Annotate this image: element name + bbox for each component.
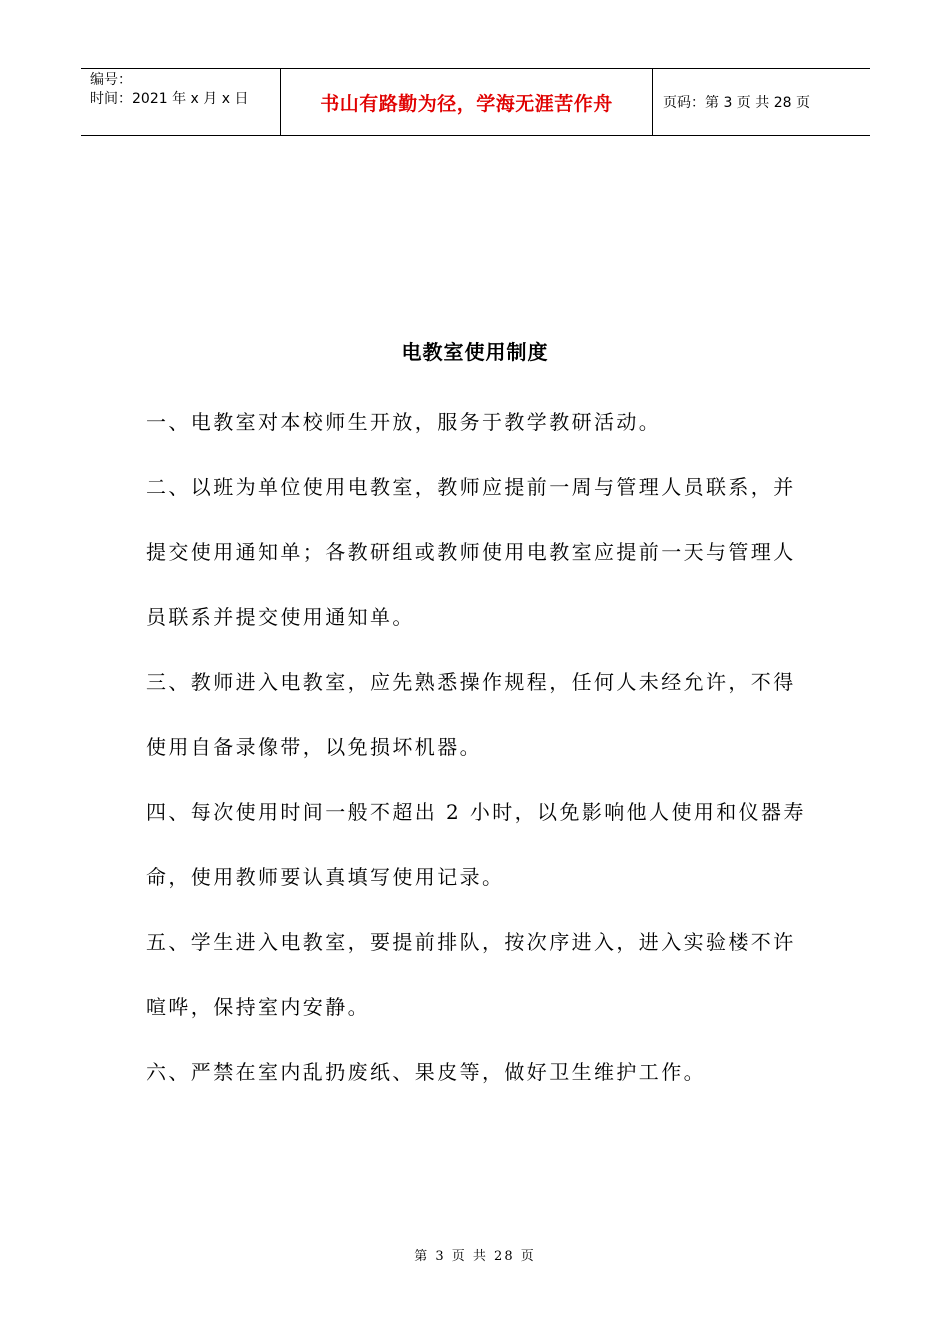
body-line: 喧哗，保持室内安静。 [146,995,370,1019]
body-line: 五、学生进入电教室，要提前排队，按次序进入，进入实验楼不许 [146,930,796,954]
body-line: 提交使用通知单；各教研组或教师使用电教室应提前一天与管理人 [146,540,796,564]
header-page-info: 页码：第 3 页 共 28 页 [663,95,810,111]
header-motto-cell [281,69,653,135]
header-motto: 书山有路勤为径，学海无涯苦作舟 [320,92,613,115]
page-footer: 第 3 页 共 28 页 [414,1249,536,1264]
header-number-label: 编号： [90,72,132,88]
body-line: 使用自备录像带，以免损坏机器。 [146,735,482,759]
body-line: 命，使用教师要认真填写使用记录。 [146,865,505,889]
body-line: 员联系并提交使用通知单。 [146,605,415,629]
body-line: 一、电教室对本校师生开放，服务于教学教研活动。 [146,410,662,434]
document-body [146,390,806,1105]
header-date: 时间：2021 年 x 月 x 日 [90,91,249,107]
body-line: 四、每次使用时间一般不超出 2 小时，以免影响他人使用和仪器寿 [146,800,806,824]
body-text [146,390,806,1105]
body-line: 二、以班为单位使用电教室，教师应提前一周与管理人员联系，并 [146,475,796,499]
document-header [81,68,870,136]
header-page-cell [653,69,870,135]
header-meta-cell [81,69,281,135]
document-title: 电教室使用制度 [401,340,549,364]
body-line: 三、教师进入电教室，应先熟悉操作规程，任何人未经允许，不得 [146,670,796,694]
body-line: 六、严禁在室内乱扔废纸、果皮等，做好卫生维护工作。 [146,1060,706,1084]
